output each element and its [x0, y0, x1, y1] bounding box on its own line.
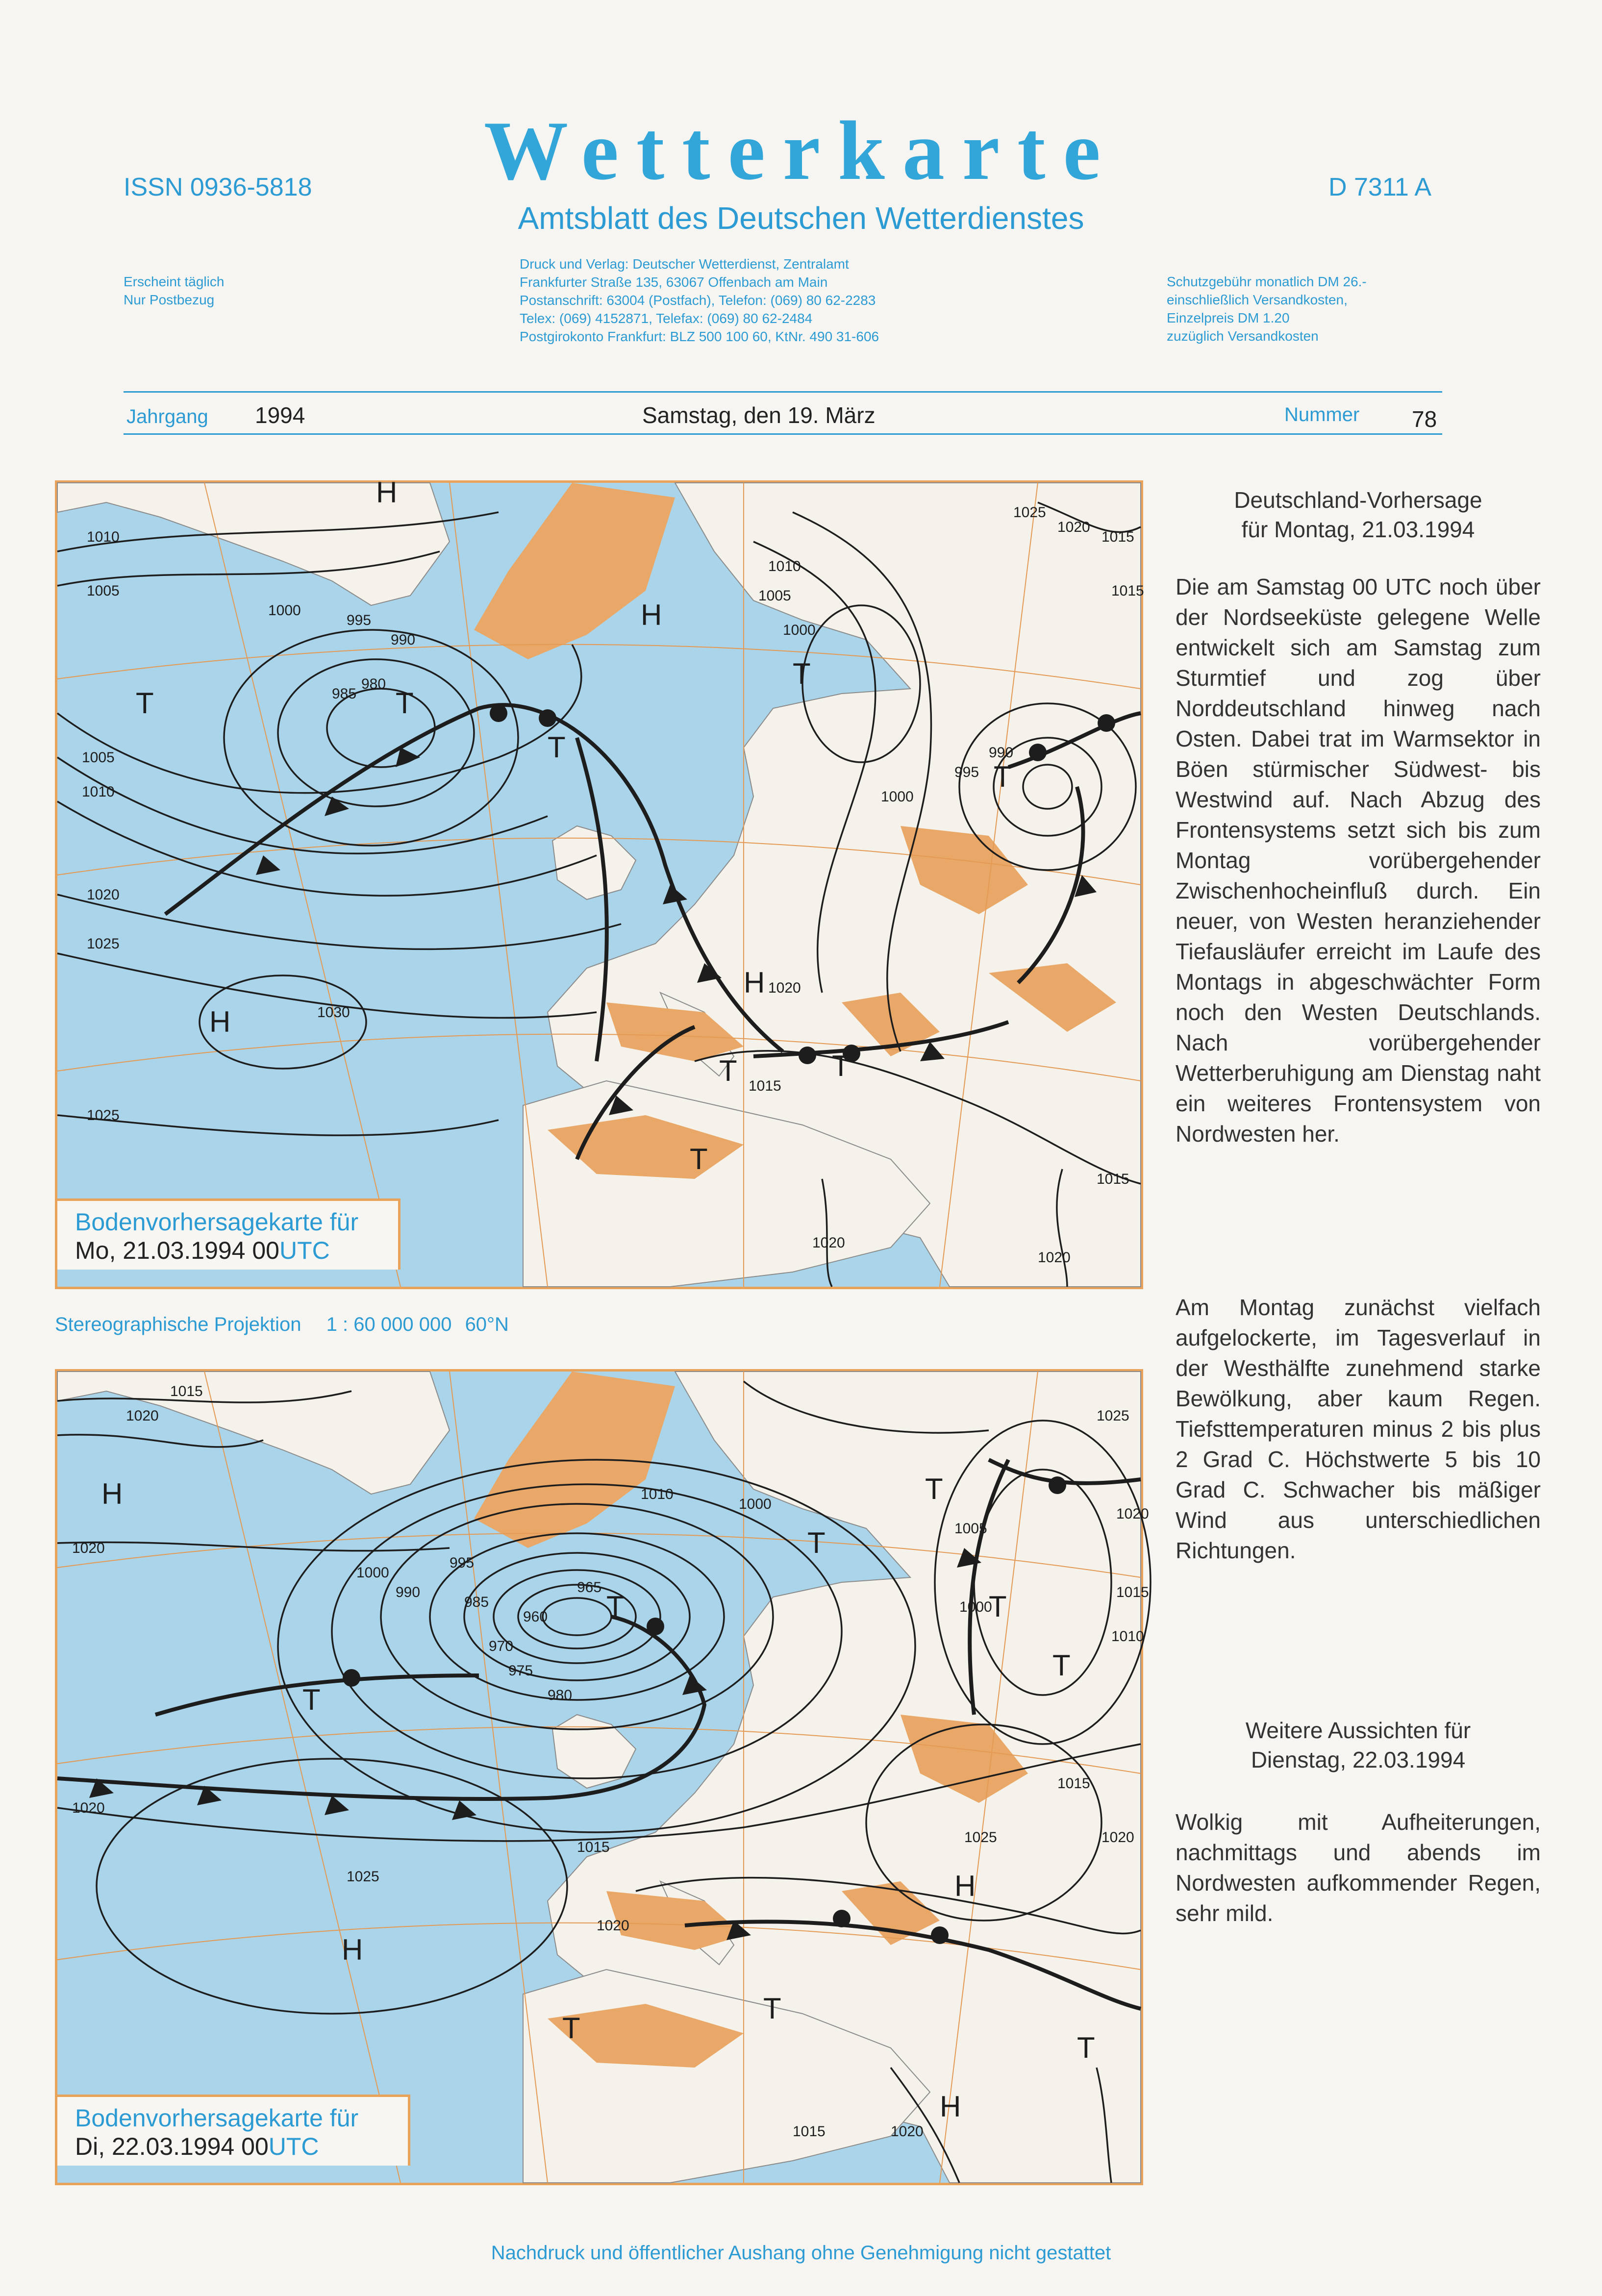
postal-delivery: Nur Postbezug [124, 292, 215, 307]
isobar-label: 1010 [82, 784, 115, 800]
low-pressure-center: T [763, 1992, 781, 2025]
isobar-label: 1015 [1116, 1584, 1149, 1600]
high-pressure-center: H [954, 1870, 976, 1902]
publication-frequency: Erscheint täglich [124, 274, 225, 289]
isobar-label: 1020 [812, 1235, 845, 1251]
high-pressure-center: H [376, 476, 398, 509]
isobar-label: 1025 [347, 1869, 379, 1885]
isobar-label: 1005 [758, 588, 791, 604]
isobar-label: 1025 [87, 1107, 120, 1123]
isobar-label: 1015 [793, 2123, 826, 2140]
caption-date-text: Di, 22.03.1994 00 [75, 2133, 269, 2160]
isobar-label: 990 [396, 1584, 421, 1600]
isobar-label: 960 [523, 1609, 548, 1625]
low-pressure-center: T [989, 1590, 1007, 1623]
isobar-label: 1005 [954, 1521, 987, 1537]
projection-latitude: 60°N [465, 1314, 509, 1335]
isobar-label: 985 [464, 1594, 489, 1610]
outlook-heading [1176, 1716, 1541, 1774]
high-pressure-center: H [342, 1933, 363, 1966]
front-semicircle [1098, 714, 1115, 732]
price-line: zuzüglich Versandkosten [1167, 328, 1319, 344]
isobar-label: 1005 [82, 749, 115, 766]
isobar-label: 975 [508, 1663, 533, 1679]
isobar-label: 1000 [268, 602, 301, 619]
isobar-label: 1000 [739, 1496, 772, 1512]
low-pressure-center: T [994, 760, 1012, 793]
publication-info [124, 273, 224, 309]
isobar-label: 1020 [1116, 1506, 1149, 1522]
map-caption-date [75, 2132, 396, 2161]
isobar-label: 1015 [170, 1383, 203, 1399]
outlook-text: Wolkig mit Aufheiterungen, nachmittags und abends im Nordwesten aufkommender Regen, sehr mild. [1176, 1809, 1541, 1926]
forecast-paragraph-2: Am Montag zunächst vielfach aufgelockerte, im Tagesverlauf in der Westhälfte zunehmend starke Bewölkung, aber kaum Regen. Tiefsttemperaturen minus 2 bis plus 2 Grad C. Höchstwerte 5 bis 10 Grad C. Schwacher bis mäßiger Wind aus unterschiedlichen Richtungen. [1176, 1295, 1541, 1563]
isobar-label: 1020 [891, 2123, 924, 2140]
high-pressure-center: H [940, 2090, 961, 2123]
front-semicircle [931, 1926, 949, 1944]
isobar-label: 1030 [317, 1004, 350, 1021]
low-pressure-center: T [1077, 2031, 1095, 2064]
isobar-label: 970 [489, 1638, 514, 1654]
isobar-label: 1015 [1111, 583, 1144, 599]
low-pressure-center: T [807, 1526, 826, 1559]
imprint-block [520, 255, 879, 346]
isobar-label: 965 [577, 1579, 602, 1596]
map-caption-title: Bodenvorhersagekarte für [75, 1208, 359, 1236]
imprint-line: Postgirokonto Frankfurt: BLZ 500 100 60, KtNr. 490 31-606 [520, 329, 879, 344]
high-pressure-center: H [744, 966, 765, 999]
isobar-label: 1025 [1097, 1408, 1129, 1424]
front-semicircle [647, 1618, 664, 1635]
map-caption-tuesday [57, 2095, 410, 2166]
imprint-line: Frankfurter Straße 135, 63067 Offenbach am Main [520, 275, 828, 290]
imprint-line: Druck und Verlag: Deutscher Wetterdienst, Zentralamt [520, 256, 849, 272]
front-semicircle [343, 1669, 360, 1687]
imprint-line: Postanschrift: 63004 (Postfach), Telefon: (069) 80 62-2283 [520, 293, 876, 308]
isobar-label: 1020 [126, 1408, 159, 1424]
front-semicircle [1049, 1476, 1066, 1494]
low-pressure-center: T [793, 657, 811, 690]
high-pressure-center: H [209, 1005, 231, 1038]
high-pressure-center: H [641, 599, 662, 631]
caption-unit: UTC [279, 1237, 330, 1264]
header-rule-bottom [124, 433, 1442, 435]
projection-name: Stereographische Projektion [55, 1314, 301, 1335]
volume-label: Jahrgang [126, 406, 208, 427]
reprint-notice: Nachdruck und öffentlicher Aushang ohne Genehmigung nicht gestattet [491, 2242, 1111, 2264]
weather-map-tuesday [57, 1372, 1149, 2183]
isobar-label: 1010 [1111, 1628, 1144, 1645]
imprint-line: Telex: (069) 4152871, Telefax: (069) 80 62-2484 [520, 311, 813, 326]
isobar-label: 1020 [72, 1540, 105, 1556]
price-line: Einzelpreis DM 1.20 [1167, 310, 1290, 325]
forecast-heading [1176, 485, 1541, 544]
front-semicircle [539, 709, 556, 727]
high-pressure-center: H [101, 1477, 123, 1510]
forecast-heading-line2: für Montag, 21.03.1994 [1241, 517, 1475, 542]
issue-date: Samstag, den 19. März [642, 402, 876, 428]
map-caption-monday [57, 1198, 400, 1270]
isobar-label: 1020 [72, 1800, 105, 1816]
isobar-label: 995 [954, 764, 979, 780]
low-pressure-center: T [719, 1054, 737, 1087]
forecast-heading-line1: Deutschland-Vorhersage [1234, 487, 1482, 513]
isobar-label: 1025 [964, 1829, 997, 1846]
low-pressure-center: T [302, 1683, 321, 1716]
isobar-label: 980 [361, 676, 386, 692]
front-semicircle [490, 704, 507, 722]
isobar-label: 980 [548, 1687, 573, 1703]
isobar-label: 990 [391, 632, 416, 648]
isobar-label: 1015 [1097, 1171, 1129, 1187]
low-pressure-center: T [925, 1472, 943, 1505]
isobar-label: 995 [450, 1555, 475, 1571]
low-pressure-center: T [690, 1143, 708, 1175]
forecast-map-monday [55, 476, 1144, 1289]
isobar-label: 985 [332, 686, 357, 702]
isobar-label: 1000 [783, 622, 816, 638]
isobar-label: 1025 [87, 936, 120, 952]
low-pressure-center: T [832, 1049, 850, 1082]
isobar-label: 995 [347, 612, 372, 628]
isobar-label: 1005 [87, 583, 120, 599]
isobar-label: 1010 [641, 1486, 674, 1502]
isobar-label: 1020 [1038, 1249, 1071, 1266]
outlook-heading-line1: Weitere Aussichten für [1245, 1718, 1471, 1743]
issue-number-label: Nummer [1284, 404, 1360, 425]
isobar-label: 1015 [1057, 1775, 1090, 1792]
low-pressure-center: T [136, 687, 154, 720]
isobar-label: 1020 [87, 887, 120, 903]
isobar-label: 1010 [768, 558, 801, 574]
isobar-label: 1015 [577, 1839, 610, 1855]
isobar-label: 1025 [1013, 504, 1046, 521]
issue-number: 78 [1412, 406, 1437, 432]
isobar-label: 1010 [87, 529, 120, 545]
low-pressure-center: T [1052, 1649, 1071, 1682]
map-caption-date [75, 1236, 386, 1265]
isobar-label: 990 [989, 745, 1014, 761]
header-rule-top [124, 391, 1442, 393]
volume-number: 1994 [255, 402, 305, 428]
isobar-label: 1020 [1057, 519, 1090, 535]
caption-unit: UTC [268, 2133, 319, 2160]
isobar-label: 1000 [881, 789, 914, 805]
price-info [1167, 273, 1367, 345]
isobar-label: 1020 [597, 1918, 629, 1934]
price-line: einschließlich Versandkosten, [1167, 292, 1348, 307]
isobar-label: 1015 [1101, 529, 1134, 545]
newspaper-subtitle: Amtsblatt des Deutschen Wetterdienstes [518, 200, 1084, 236]
low-pressure-center: T [396, 687, 414, 720]
forecast-map-tuesday [55, 1369, 1149, 2185]
isobar-label: 1020 [1101, 1829, 1134, 1846]
caption-date-text: Mo, 21.03.1994 00 [75, 1237, 279, 1264]
front-semicircle [1029, 744, 1047, 761]
projection-note [55, 1314, 509, 1336]
isobar-label: 1020 [768, 980, 801, 996]
low-pressure-center: T [548, 731, 566, 764]
isobar-label: 1000 [356, 1565, 389, 1581]
isobar-label: 1000 [959, 1599, 992, 1615]
low-pressure-center: T [606, 1590, 625, 1623]
front-semicircle [833, 1910, 851, 1927]
issn-number: ISSN 0936-5818 [124, 173, 312, 201]
outlook-heading-line2: Dienstag, 22.03.1994 [1251, 1747, 1466, 1772]
projection-scale: 1 : 60 000 000 [326, 1314, 452, 1335]
low-pressure-center: T [562, 2012, 580, 2045]
isobar-label: 1015 [749, 1078, 781, 1094]
weather-map-monday [57, 476, 1144, 1287]
newspaper-title: Wetterkarte [484, 104, 1118, 198]
map-caption-title: Bodenvorhersagekarte für [75, 2104, 359, 2132]
price-line: Schutzgebühr monatlich DM 26.- [1167, 274, 1367, 289]
forecast-paragraph-1: Die am Samstag 00 UTC noch über der Nordseeküste gelegene Welle entwickelt sich am Samstag zum Sturmtief und zog über Norddeutschland hinweg nach Osten. Dabei trat im Warmsektor in Böen stürmischer Südwest- bis Westwind auf. Nach Abzug des Frontensystems setzt sich bis zum Montag vorübergehender Zwischenhocheinfluß durch. Ein neuer, von Westen heranziehender Tiefausläufer erreicht im Laufe des Montags in abgeschwächter Form noch den Westen Deutschlands. Nach vorübergehender Wetterberuhigung am Dienstag naht ein weiteres Frontensystem von Nordwesten her. [1176, 574, 1541, 1147]
front-semicircle [799, 1047, 816, 1064]
postal-code: D 7311 A [1328, 173, 1432, 201]
